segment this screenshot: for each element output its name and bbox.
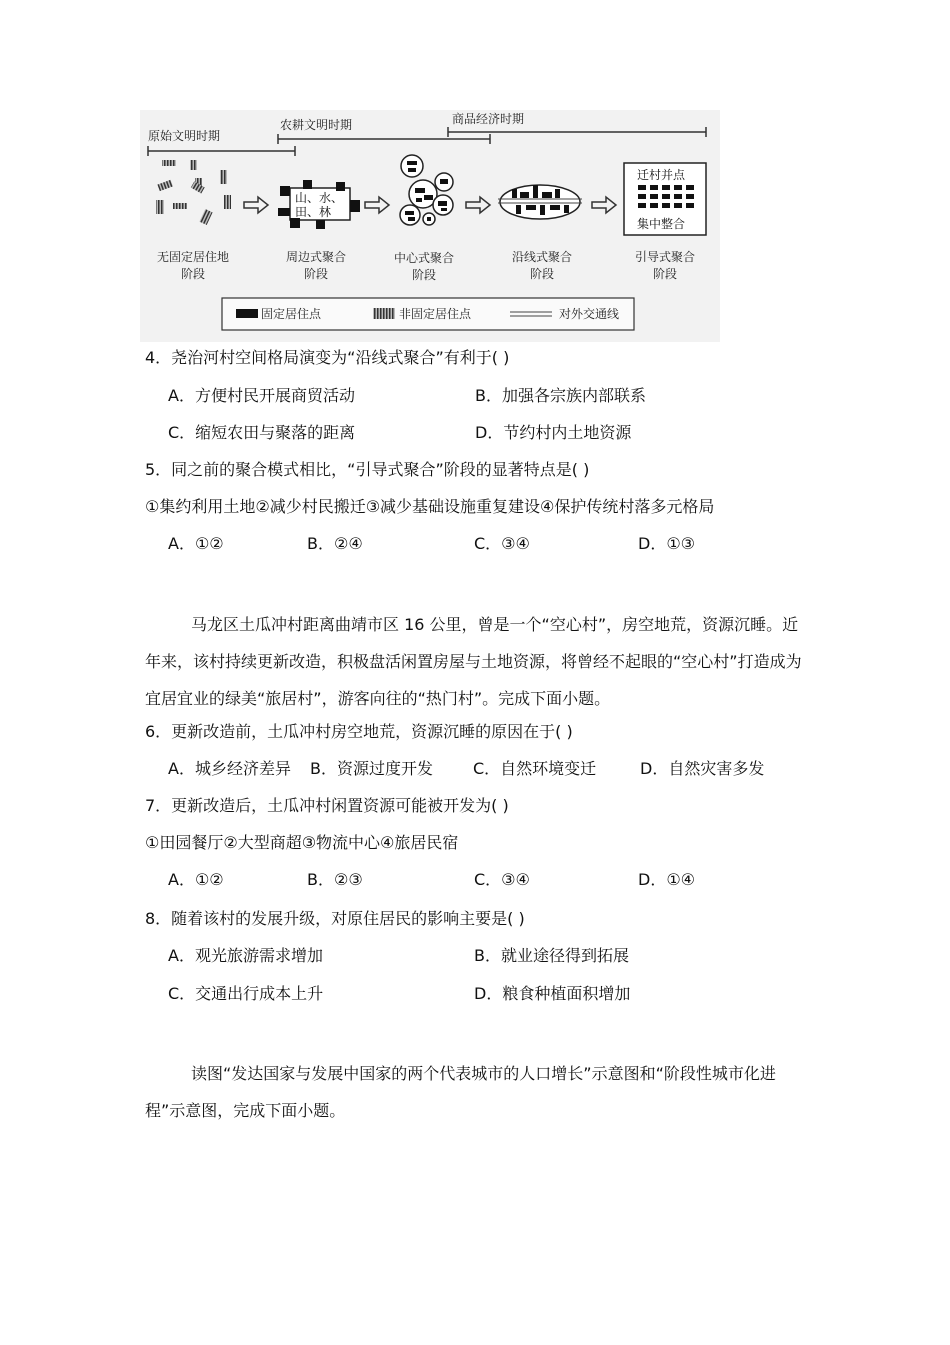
q5-stem: 5．同之前的聚合模式相比，“引导式聚合”阶段的显著特点是( ) bbox=[145, 460, 590, 479]
legend-fixed-label: 固定居住点 bbox=[261, 307, 322, 321]
legend bbox=[222, 298, 634, 330]
stage1-label-line1: 无固定居住地 bbox=[156, 250, 230, 264]
legend-fixed-swatch bbox=[236, 309, 258, 318]
period-label-commodity: 商品经济时期 bbox=[452, 112, 525, 126]
stage3-label-line1: 中心式聚合 bbox=[393, 251, 455, 265]
q5-option-c[interactable]: C．③④ bbox=[474, 534, 530, 553]
stage3-label-line2: 阶段 bbox=[411, 268, 437, 282]
q7-option-c[interactable]: C．③④ bbox=[474, 870, 530, 889]
q4-option-b[interactable]: B．加强各宗族内部联系 bbox=[475, 386, 646, 405]
period-label-farming: 农耕文明时期 bbox=[280, 118, 353, 132]
q7-option-b[interactable]: B．②③ bbox=[307, 870, 363, 889]
q6-option-d[interactable]: D．自然灾害多发 bbox=[640, 759, 765, 778]
q7-option-d[interactable]: D．①④ bbox=[638, 870, 696, 889]
q5-option-a[interactable]: A．①② bbox=[168, 534, 224, 553]
q4-stem: 4．尧治河村空间格局演变为“沿线式聚合”有利于( ) bbox=[145, 348, 510, 367]
guided-text-top: 迁村并点 bbox=[637, 168, 686, 182]
arrow-2 bbox=[365, 197, 389, 213]
q4-option-d[interactable]: D．节约村内土地资源 bbox=[475, 423, 632, 442]
legend-road-label: 对外交通线 bbox=[559, 307, 620, 321]
q8-stem: 8．随着该村的发展升级，对原住居民的影响主要是( ) bbox=[145, 909, 525, 928]
q8-option-d[interactable]: D．粮食种植面积增加 bbox=[474, 984, 631, 1003]
passage-urbanization-text: 读图“发达国家与发展中国家的两个代表城市的人口增长”示意图和“阶段性城市化进程”示意图，完成下面小题。 bbox=[145, 1064, 776, 1120]
period-bracket-commodity bbox=[448, 127, 706, 137]
stage5-label-line1: 引导式聚合 bbox=[634, 250, 696, 264]
q5-items: ①集约利用土地②减少村民搬迁③减少基础设施重复建设④保护传统村落多元格局 bbox=[145, 497, 715, 516]
passage-urbanization bbox=[145, 1055, 810, 1129]
q7-items: ①田园餐厅②大型商超③物流中心④旅居民宿 bbox=[145, 833, 459, 852]
q7-stem: 7．更新改造后，土瓜冲村闲置资源可能被开发为( ) bbox=[145, 796, 509, 815]
q5-option-d[interactable]: D．①③ bbox=[638, 534, 696, 553]
q6-option-c[interactable]: C．自然环境变迁 bbox=[473, 759, 597, 778]
q5-option-b[interactable]: B．②④ bbox=[307, 534, 363, 553]
q7-option-a[interactable]: A．①② bbox=[168, 870, 224, 889]
stage4-label-line1: 沿线式聚合 bbox=[511, 250, 573, 264]
stage1-label-line2: 阶段 bbox=[180, 267, 206, 281]
period-bracket-primitive bbox=[148, 146, 295, 156]
period-bracket-farming bbox=[278, 134, 490, 144]
q4-option-a[interactable]: A．方便村民开展商贸活动 bbox=[168, 386, 355, 405]
legend-nonfixed-label: 非固定居住点 bbox=[399, 307, 472, 321]
q8-option-c[interactable]: C．交通出行成本上升 bbox=[168, 984, 324, 1003]
center-text-line1: 山、水、 bbox=[295, 191, 344, 205]
center-text-line2: 田、林 bbox=[295, 205, 332, 219]
q6-option-a[interactable]: A．城乡经济差异 bbox=[168, 759, 291, 778]
arrow-1 bbox=[244, 197, 268, 213]
arrow-4 bbox=[592, 197, 616, 213]
settlement-diagram bbox=[140, 110, 720, 342]
stage5-guided-settlement bbox=[624, 163, 706, 235]
stage2-peripheral-settlement bbox=[278, 180, 360, 229]
period-label-primitive: 原始文明时期 bbox=[148, 129, 221, 143]
stage5-label-line2: 阶段 bbox=[652, 267, 678, 281]
q4-option-c[interactable]: C．缩短农田与聚落的距离 bbox=[168, 423, 356, 442]
passage-tuguachong bbox=[145, 606, 810, 717]
arrow-3 bbox=[466, 197, 490, 213]
q8-option-b[interactable]: B．就业途径得到拓展 bbox=[474, 946, 629, 965]
guided-text-bottom: 集中整合 bbox=[637, 217, 686, 231]
settlement-evolution-figure bbox=[140, 110, 720, 342]
stage4-linear-settlement bbox=[498, 185, 582, 219]
stage1-scattered-dwellings bbox=[156, 160, 231, 225]
stage2-label-line2: 阶段 bbox=[303, 267, 329, 281]
stage4-label-line2: 阶段 bbox=[529, 267, 555, 281]
legend-nonfixed-swatch bbox=[373, 308, 395, 319]
q8-option-a[interactable]: A．观光旅游需求增加 bbox=[168, 946, 323, 965]
stage2-label-line1: 周边式聚合 bbox=[285, 250, 347, 264]
passage-tuguachong-text: 马龙区土瓜冲村距离曲靖市区 16 公里，曾是一个“空心村”，房空地荒，资源沉睡。近年来，该村持续更新改造，积极盘活闲置房屋与土地资源，将曾经不起眼的“空心村”打造成为宜居宜业的绿美“旅居村”，游客向往的“热门村”。完成下面小题。 bbox=[145, 615, 802, 708]
q6-option-b[interactable]: B．资源过度开发 bbox=[310, 759, 433, 778]
q6-stem: 6．更新改造前，土瓜冲村房空地荒，资源沉睡的原因在于( ) bbox=[145, 722, 573, 741]
